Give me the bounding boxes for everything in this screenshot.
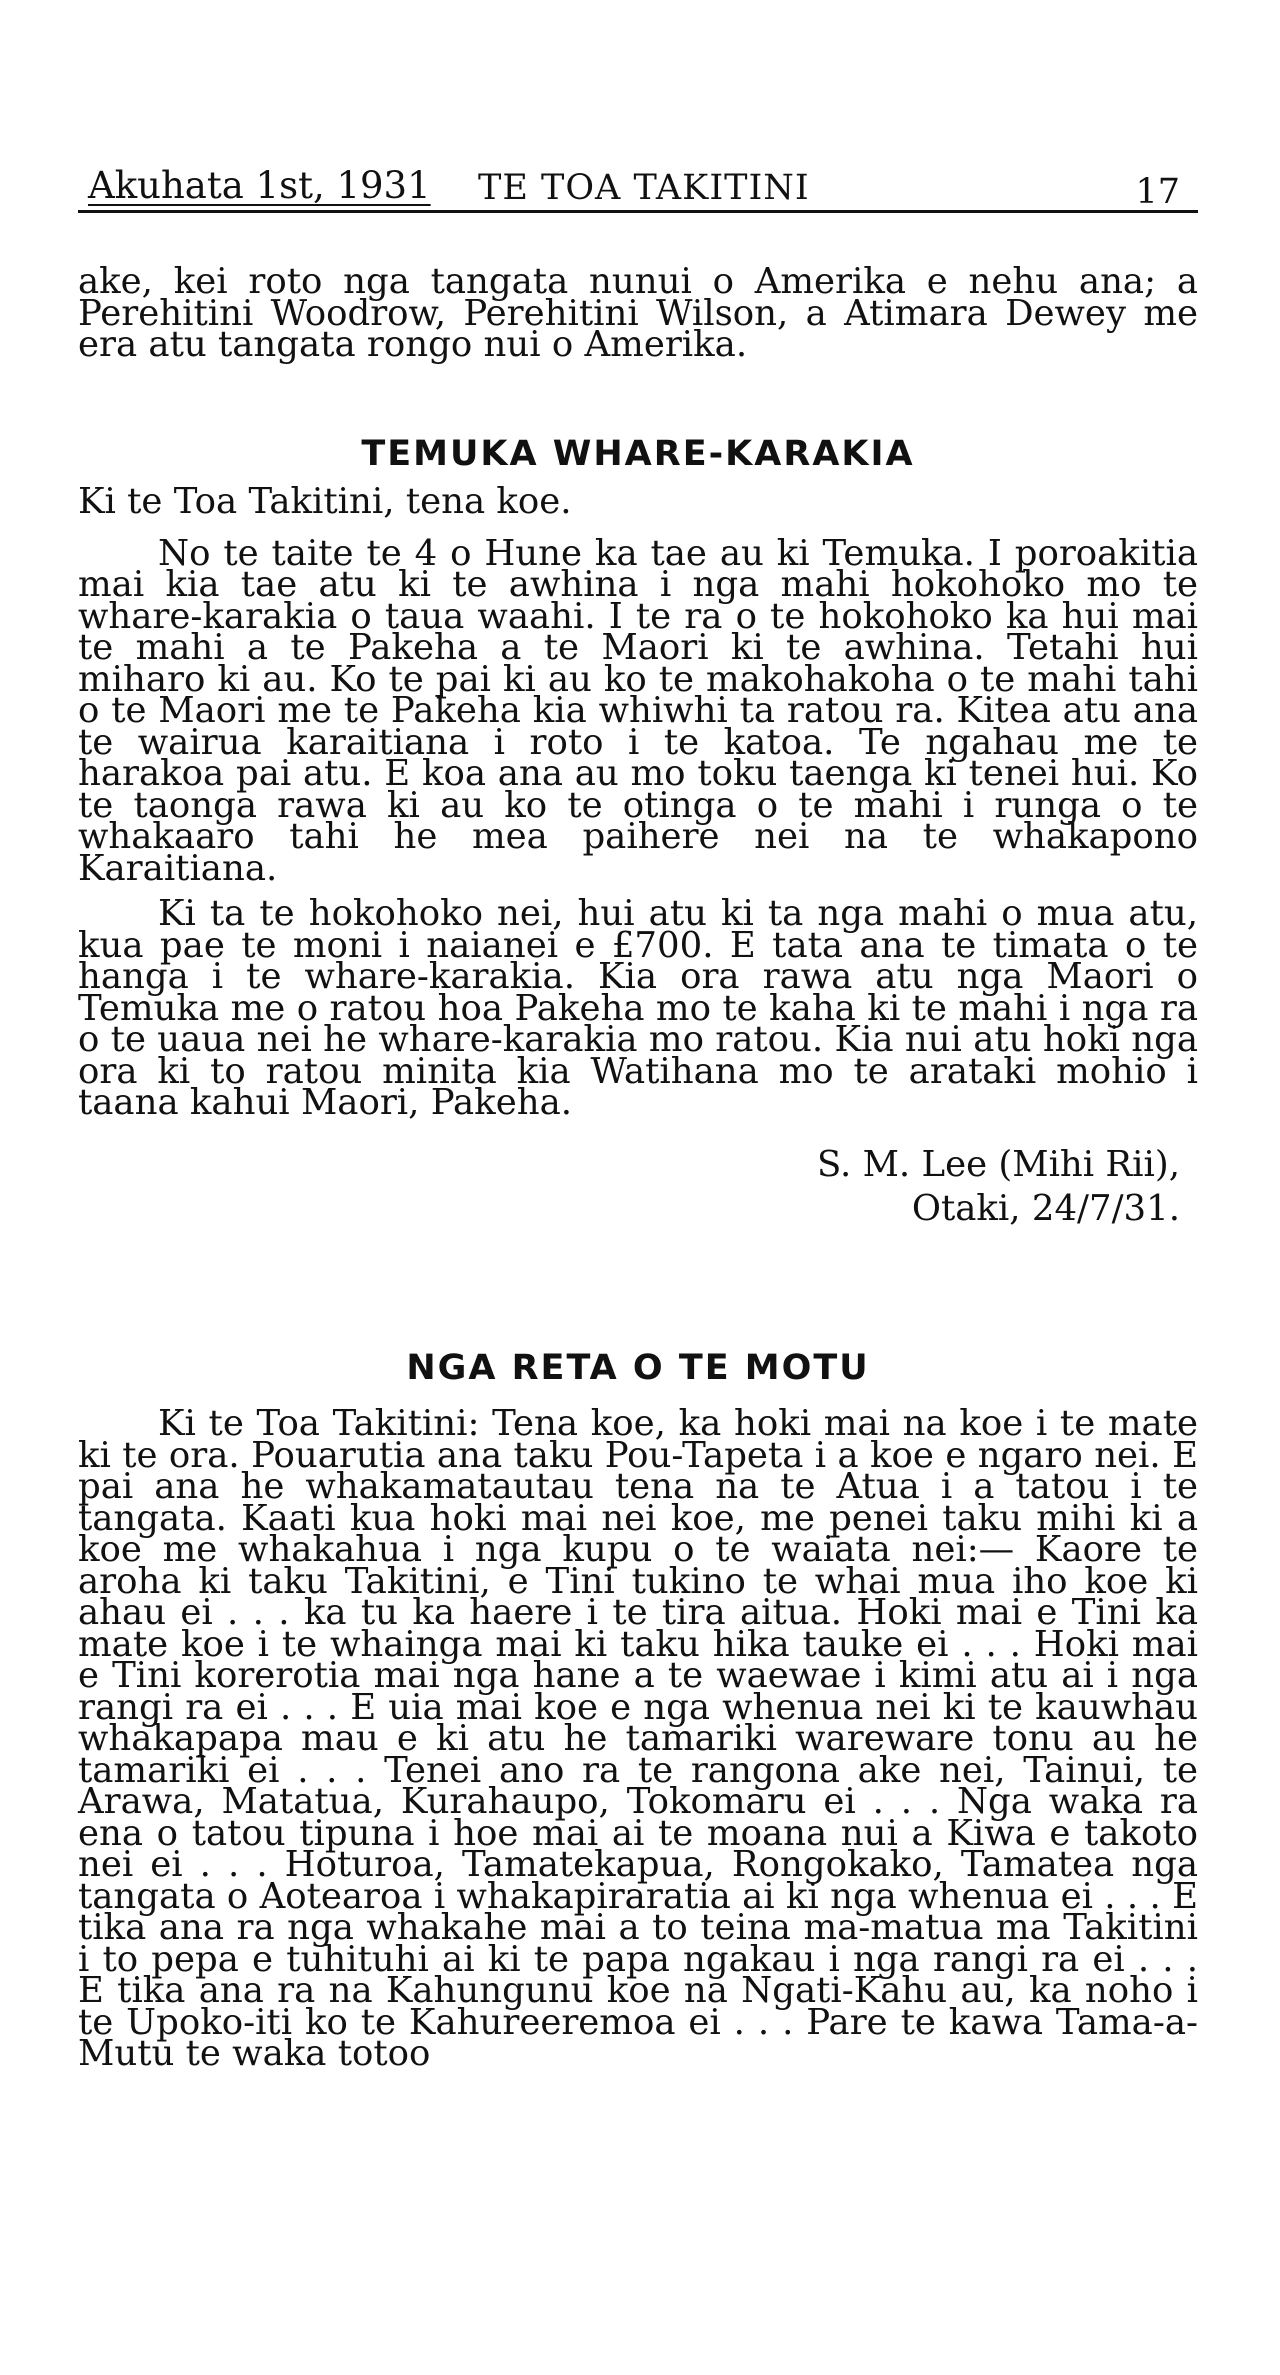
temuka-signature-name: S. M. Lee (Mihi Rii), — [816, 1143, 1180, 1185]
temuka-signature-place: Otaki, 24/7/31. — [911, 1187, 1180, 1229]
reta-paragraph-1: Ki te Toa Takitini: Tena koe, ka hoki mai na koe i te mate ki te ora. Pouarutia ana taku Pou-Tapeta i a koe e ngaro nei. E pai ana he whakamatautau tena na te Atua i a tatou i te tangata. Kaati kua hoki mai nei koe, me penei taku mihi ki a koe me whakahua i nga kupu o te waiata nei:— Kaore te aroha ki taku Takitini, e Tini tukino te whai mua iho koe ki ahau ei . . . ka tu ka haere i te tira aitua. Hoki mai e Tini ka mate koe i te whainga mai ki taku hika tauke ei . . . Hoki mai e Tini korerotia mai nga hane a te waewae i kimi atu ai i nga rangi ra ei . . . E uia mai koe e nga whenua nei ki te kauwhau whakapapa mau e ki atu he tamariki wareware tonu au he tamariki ei . . . Tenei ano ra te rangona ake nei, Tainui, te Arawa, Matatua, Kurahaupo, Tokomaru ei . . . Nga waka ra ena o tatou tipuna i hoe mai ai te moana nui a Kiwa e takoto nei ei . . . Hoturoa, Tamatekapua, Rongokako, Tamatea nga tangata o Aotearoa i whakapiraratia ai ki nga whenua ei . . . E tika ana ra nga whakahe mai a to teina ma-matua ma Takitini i to pepa e tuhituhi ai ki te papa ngakau i nga rangi ra ei . . . E tika ana ra na Kahungunu koe na Ngati-Kahu au, ka noho i te Upoko-iti ko te Kahureeremoa ei . . . Pare te kawa Tama-a-Mutu te waka totoo — [78, 1403, 1198, 2074]
temuka-paragraph-2: Ki ta te hokohoko nei, hui atu ki ta nga mahi o mua atu, kua pae te moni i naianei e £700. E tata ana te timata o te hanga i te whare-karakia. Kia ora rawa atu nga Maori o Temuka me o ratou hoa Pakeha mo te kaha ki te mahi i nga ra o te uaua nei he whare-karakia mo ratou. Kia nui atu hoki nga ora ki to ratou minita kia Watihana mo te arataki mohio i taana kahui Maori, Pakeha. — [78, 893, 1198, 1123]
temuka-salutation: Ki te Toa Takitini, tena koe. — [78, 481, 572, 522]
continued-section — [78, 261, 1198, 365]
reta-section — [78, 1403, 1198, 2074]
header-title: TE TOA TAKITINI — [478, 168, 810, 208]
page-number: 17 — [1135, 172, 1180, 212]
heading-reta: NGA RETA O TE MOTU — [406, 1348, 870, 1388]
header-date: Akuhata 1st, 1931 — [88, 164, 431, 207]
temuka-section — [78, 481, 1198, 1231]
running-head — [78, 160, 1198, 213]
continued-paragraph: ake, kei roto nga tangata nunui o Amerika e nehu ana; a Perehitini Woodrow, Perehitini Wilson, a Atimara Dewey me era atu tangata rongo nui o Amerika. — [78, 261, 1198, 365]
temuka-paragraph-1: No te taite te 4 o Hune ka tae au ki Temuka. I poroakitia mai kia tae atu ki te awhina i nga mahi hokohoko mo te whare-karakia o taua waahi. I te ra o te hokohoko ka hui mai te mahi a te Pakeha a te Maori ki te awhina. Tetahi hui miharo ki au. Ko te pai ki au ko te makohakoha o te mahi tahi o te Maori me te Pakeha kia whiwhi ta ratou ra. Kitea atu ana te wairua karaitiana i roto i te katoa. Te ngahau me te harakoa pai atu. E koa ana au mo toku taenga ki tenei hui. Ko te taonga rawa ki au ko te otinga o te mahi i runga o te whakaaro tahi he mea paihere nei na te whakapono Karaitiana. — [78, 532, 1198, 889]
heading-temuka: TEMUKA WHARE-KARAKIA — [361, 434, 915, 474]
